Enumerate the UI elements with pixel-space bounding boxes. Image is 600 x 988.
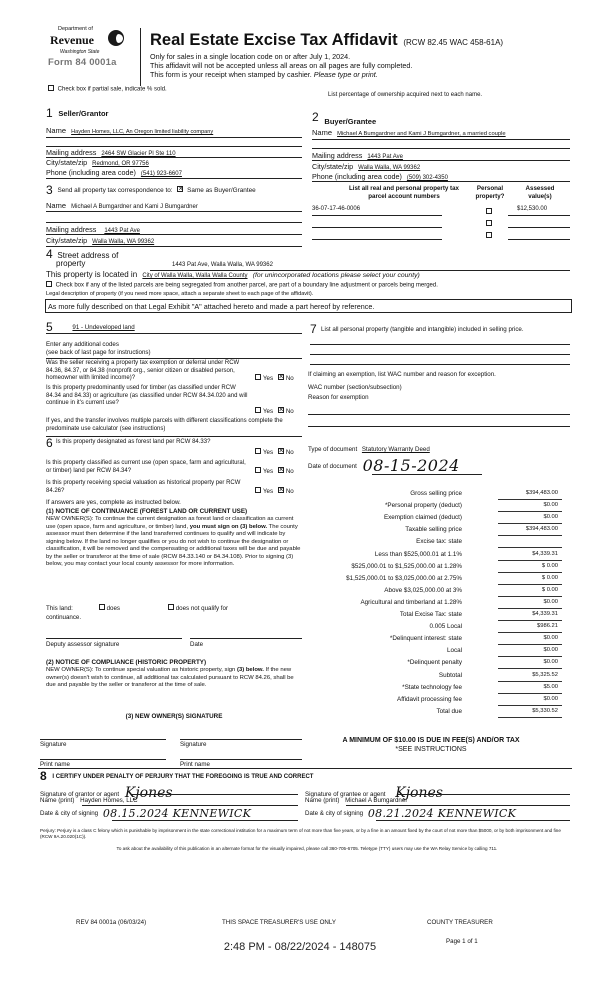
fee-value[interactable]: $0.00 <box>543 647 558 654</box>
exemption-claim-text: If claiming an exemption, list WAC number and reason for exception. <box>308 371 496 378</box>
statute-text: (RCW 82.45 WAC 458-61A) <box>403 38 504 47</box>
fee-row <box>300 683 562 694</box>
fee-label: Excise tax: state <box>416 538 462 546</box>
seller-section <box>46 106 306 121</box>
seller-heading: Seller/Grantor <box>58 109 109 118</box>
dor-logo <box>44 26 134 82</box>
same-as-buyer-checkbox[interactable] <box>177 186 183 192</box>
compliance-text-a: NEW OWNER(S): To continue special valuation as historic property, sign <box>46 667 236 673</box>
correspondence-name-label: Name <box>46 201 67 210</box>
this-land-label: This land: <box>46 605 73 612</box>
seller-mailing-label: Mailing address <box>46 148 97 157</box>
fee-row <box>300 658 562 669</box>
current-use-question: Is this property classified as current use (open space, farm and agricultural, or timber) land per RCW 84.34? <box>46 460 246 474</box>
grantor-name-row <box>40 797 138 805</box>
street-address-value[interactable]: 1443 Pat Ave, Walla Walla, WA 99362 <box>172 262 273 268</box>
grantee-name-label: Name (print) <box>305 797 340 804</box>
fee-row <box>300 646 562 657</box>
fee-label: Total Excise Tax: state <box>399 611 462 618</box>
buyer-section <box>312 110 572 125</box>
section6-num: 6 <box>46 436 53 450</box>
located-row <box>46 270 420 281</box>
grantor-name-value[interactable]: Hayden Homes, LLC <box>80 797 138 804</box>
fee-row <box>300 634 562 645</box>
same-as-buyer-label: Same as Buyer/Grantee <box>187 187 256 194</box>
accessibility-notice: To ask about the availability of this publication in an alternate format for the visually impaired, please call 360-705-6705. Teletype (TTY) users may use the WA Relay Service by calling 711. <box>116 846 498 851</box>
fee-label: Less than $525,000.01 at 1.1% <box>374 550 462 558</box>
timber-no-checkbox[interactable] <box>278 407 284 413</box>
historic-yes-checkbox[interactable] <box>255 487 261 493</box>
fee-value[interactable]: $ 0.00 <box>541 586 558 593</box>
correspondence-mailing-label: Mailing address <box>46 225 97 234</box>
does-checkbox[interactable] <box>99 604 105 610</box>
correspondence-row <box>46 183 256 198</box>
grantor-date-label: Date & city of signing <box>40 810 99 817</box>
seller-phone-value[interactable]: (541) 923-6607 <box>140 171 182 177</box>
historic-answer <box>255 488 294 496</box>
timber-question: Is this property predominantly used for timber (as classified under RCW 84.34 and 84.33) or agriculture (as classified under RCW 84.34.020 and will continue in it's current use? <box>46 385 248 406</box>
continuance-text-a: NEW OWNER(S): To continue the current designation as forest land or classification as current use (open space, farm and agriculture, or timber) land, <box>46 516 294 530</box>
see-instructions: *SEE INSTRUCTIONS <box>395 746 467 753</box>
compliance-text-b: (3) below. <box>236 667 264 673</box>
buyer-num: 2 <box>312 110 319 124</box>
treasurer-use-label: THIS SPACE TREASURER'S USE ONLY <box>222 919 336 926</box>
form-number: Form 84 0001a <box>48 57 117 68</box>
fee-value[interactable]: $394,483.00 <box>525 526 558 533</box>
land-use-value[interactable]: 91 - Undeveloped land <box>72 324 135 331</box>
correspondence-city-value[interactable]: Walla Walla, WA 99362 <box>92 239 155 245</box>
fee-label: *Delinquent interest: state <box>389 635 462 643</box>
fee-value[interactable]: $0.00 <box>543 695 558 702</box>
parcel-heading-1: List all real and personal property tax <box>348 185 460 192</box>
legal-description-box[interactable] <box>45 299 572 313</box>
seller-city-row <box>46 158 149 169</box>
fee-label: *State technology fee <box>402 683 462 691</box>
doc-date-value[interactable]: 08-15-2024 <box>362 456 460 475</box>
parcel-number[interactable]: 36-07-17-46-0006 <box>312 206 361 212</box>
fee-label: $1,525,000.01 to $3,025,000.00 at 2.75% <box>346 574 462 582</box>
forest-question: Is this property designated as forest land per RCW 84.33? <box>56 439 211 445</box>
grantee-date-value[interactable]: 08.21.2024 KENNEWICK <box>367 807 517 820</box>
fee-label: Affidavit processing fee <box>397 695 462 703</box>
yes-label: Yes <box>263 488 274 495</box>
section8-certify <box>40 769 313 784</box>
this-land-row <box>46 605 302 613</box>
correspondence-name-row <box>46 201 198 212</box>
personal-heading-2: property? <box>475 193 505 200</box>
forest-answer <box>255 449 294 457</box>
buyer-mailing-label: Mailing address <box>312 151 363 160</box>
current-use-yes-checkbox[interactable] <box>255 467 261 473</box>
fee-row <box>300 695 562 706</box>
new-owner-signature-heading: (3) NEW OWNER(S) SIGNATURE <box>125 713 223 720</box>
doc-type-label: Type of document <box>308 446 358 453</box>
owner2-print-name-label: Print name <box>180 761 210 768</box>
yes-label: Yes <box>263 375 274 382</box>
fee-row <box>300 489 562 500</box>
buyer-name-row <box>312 128 568 138</box>
grantee-signature-value[interactable]: Kjones <box>395 785 443 801</box>
does-not-label: does not qualify for <box>175 605 229 612</box>
fee-label: $525,000.01 to $1,525,000.00 at 1.28% <box>351 562 462 570</box>
fee-row <box>300 598 562 609</box>
buyer-mailing-value[interactable]: 1443 Pat Ave <box>367 154 403 160</box>
yes-label: Yes <box>263 468 274 475</box>
fee-value[interactable]: $5,330.52 <box>532 707 558 714</box>
buyer-city-row <box>312 162 420 173</box>
continuance-word: continuance. <box>46 614 82 621</box>
partial-sale-row <box>48 86 167 94</box>
personal-property-checkbox[interactable] <box>486 220 492 226</box>
continuance-heading: (1) NOTICE OF CONTINUANCE (FOREST LAND OR CURRENT USE) <box>46 508 248 515</box>
fee-label: Exemption claimed (deduct) <box>383 514 462 522</box>
fee-row <box>300 574 562 585</box>
fee-label: Subtotal <box>438 671 462 679</box>
certify-text: I CERTIFY UNDER PENALTY OF PERJURY THAT THE FOREGOING IS TRUE AND CORRECT <box>52 774 314 780</box>
seller-name-row <box>46 126 302 136</box>
fee-row <box>300 610 562 621</box>
grantee-date-label: Date & city of signing <box>305 810 364 817</box>
forest-no-checkbox[interactable] <box>278 448 284 454</box>
historic-no-checkbox[interactable] <box>278 487 284 493</box>
does-not-checkbox[interactable] <box>168 604 174 610</box>
seller-phone-label: Phone (including area code) <box>46 168 136 177</box>
fee-label: *Personal property (deduct) <box>384 502 462 510</box>
exemption-yes-checkbox[interactable] <box>255 374 261 380</box>
grantor-date-row <box>40 807 251 821</box>
continuance-text-c: The county assessor must then determine if the land transferred continues to qualify and will indicate by signing below. If the land no longer qualifies or you do not wish to continue the designation or classification, it will be removed and the compensating or additional taxes will be due and payable by the seller or transferor at the time of sale (RCW 84.33.140 or 84.34.108). Prior to signing (3) below, you may contact your local county assessor for more information. <box>46 523 301 568</box>
fee-value[interactable]: $986.21 <box>537 623 558 630</box>
fee-value[interactable]: $0.00 <box>543 502 558 509</box>
subtitle-2: This affidavit will not be accepted unless all areas on all pages are fully completed. <box>150 61 413 70</box>
answers-note: If answers are yes, complete as instructed below. <box>46 499 181 506</box>
correspondence-num: 3 <box>46 183 53 197</box>
minimum-fee-notice: A MINIMUM OF $10.00 IS DUE IN FEE(S) AND/OR TAX <box>342 737 520 744</box>
correspondence-city-label: City/state/zip <box>46 236 88 245</box>
fee-value[interactable]: $0.00 <box>543 635 558 642</box>
grantee-date-row <box>305 807 516 821</box>
no-label: No <box>285 375 294 382</box>
no-label: No <box>285 468 294 475</box>
fee-row <box>300 622 562 633</box>
assessed-heading-2: value(s) <box>528 193 552 200</box>
form-title <box>150 30 503 51</box>
rev-number: REV 84 0001a (06/03/24) <box>76 919 147 926</box>
ownership-note: List percentage of ownership acquired next to each name. <box>328 92 483 98</box>
buyer-heading: Buyer/Grantee <box>324 117 377 126</box>
fee-label: Total due <box>436 707 462 715</box>
fee-value[interactable]: $394,483.00 <box>525 490 558 496</box>
fee-row <box>300 513 562 524</box>
additional-codes-1: Enter any additional codes <box>46 341 119 348</box>
compliance-text-c: If the new owner(s) doesn't wish to continue, all additional tax calculated pursuant to RCW 84.26, shall be due and payable by the seller or transferor at the time of sale. <box>46 667 294 689</box>
fee-row <box>300 586 562 597</box>
owner-print-name-label: Print name <box>40 761 70 768</box>
grantee-name-row <box>305 797 407 805</box>
seller-name-label: Name <box>46 126 67 135</box>
wac-number-label: WAC number (section/subsection) <box>308 384 402 391</box>
historic-question: Is this property receiving special valuation as historical property per RCW 84.26? <box>46 480 241 494</box>
segregated-checkbox[interactable] <box>46 281 52 287</box>
parcel-heading-2: parcel account numbers <box>368 193 440 200</box>
buyer-name-label: Name <box>312 128 333 137</box>
continuance-text <box>46 516 302 569</box>
street-label-1: Street address of <box>57 251 119 260</box>
fee-value[interactable]: $4,339.31 <box>532 611 558 617</box>
grantee-name-value[interactable]: Michael A Bumgardner <box>345 797 408 804</box>
grantor-signature-label: Signature of grantor or agent <box>40 791 120 798</box>
legal-description-value: As more fully described on that Legal Exhibit "A" attached hereto and made a part hereof by reference. <box>48 302 375 311</box>
doc-type-row <box>308 446 430 454</box>
perjury-notice: Perjury: Perjury is a class C felony which is punishable by imprisonment in the state correctional institution for a maximum term of not more than five years, or by a fine in an amount fixed by the court of not more than $5000, or by both imprisonment and fine (RCW 9A.20.020(1C)). <box>40 828 561 839</box>
seller-city-value[interactable]: Redmond, OR 97756 <box>92 161 149 167</box>
assessed-heading-1: Assessed <box>525 185 555 192</box>
exemption-question: Was the seller receiving a property tax exemption or deferral under RCW 84.36, 84.37, or 84.38 (nonprofit org., senior citizen or disabled person, homeowner with limited income)? <box>46 360 240 381</box>
compliance-text <box>46 667 302 690</box>
grantor-signature-value[interactable]: Kjones <box>124 785 173 801</box>
correspondence-mailing-value[interactable]: 1443 Pat Ave <box>104 228 140 234</box>
section7-text: List all personal property (tangible and intangible) included in selling price. <box>321 326 524 333</box>
fee-label: Local <box>446 647 462 655</box>
segregated-text: Check box if any of the listed parcels are being segregated from another parcel, are part of a boundary line adjustment or parcels being merged. <box>55 282 438 289</box>
seller-num: 1 <box>46 106 53 120</box>
forest-yes-checkbox[interactable] <box>255 448 261 454</box>
grantor-name-label: Name (print) <box>40 797 75 804</box>
deputy-date-label: Date <box>190 641 204 648</box>
subtitle-1: Only for sales in a single location code on or after July 1, 2024. <box>150 52 351 61</box>
grantor-date-value[interactable]: 08.15.2024 KENNEWICK <box>102 807 252 820</box>
assessed-value[interactable]: $12,530.00 <box>517 206 548 212</box>
no-label: No <box>285 449 294 456</box>
fee-label: *Delinquent penalty <box>407 659 462 667</box>
doc-date-row <box>308 456 460 476</box>
fee-row <box>300 537 562 548</box>
correspondence-city-row <box>46 236 154 247</box>
legal-label: Legal description of property (if you need more space, attach a separate sheet to each page of the affidavit). <box>46 291 314 297</box>
timber-answer <box>255 408 294 416</box>
does-label: does <box>106 605 120 612</box>
dor-emblem-inner-icon <box>114 34 123 43</box>
county-treasurer-label: COUNTY TREASURER <box>427 919 493 926</box>
located-note: (for unincorporated locations please select your county) <box>252 272 420 279</box>
buyer-name-value[interactable]: Michael A Bumgardner and Kami J Bumgardner, a married couple <box>337 131 506 137</box>
fee-value[interactable]: $ 0.00 <box>541 574 558 581</box>
reason-exemption-label: Reason for exemption <box>308 394 369 401</box>
compliance-heading: (2) NOTICE OF COMPLIANCE (HISTORIC PROPERTY) <box>46 659 207 666</box>
exemption-answer <box>255 375 294 383</box>
page-number: Page 1 of 1 <box>446 938 478 945</box>
segregated-row <box>46 282 438 290</box>
fee-row <box>300 525 562 536</box>
fee-label: 0.005 Local <box>429 623 462 631</box>
street-num: 4 <box>46 247 53 261</box>
yes-label: Yes <box>263 408 274 415</box>
no-label: No <box>285 408 294 415</box>
additional-codes-2: (see back of last page for instructions) <box>46 349 151 356</box>
continuance-text-b: you must sign on (3) below. <box>189 523 268 530</box>
owner2-signature-label: Signature <box>180 741 207 748</box>
recording-stamp: 2:48 PM - 08/22/2024 - 148075 <box>223 941 377 953</box>
located-label: This property is located in <box>46 270 138 279</box>
correspondence-text: Send all property tax correspondence to: <box>57 187 173 194</box>
grantee-signature-label: Signature of grantee or agent <box>305 791 386 798</box>
personal-property-checkbox[interactable] <box>486 208 492 214</box>
section5-num: 5 <box>46 320 53 334</box>
personal-property-checkbox[interactable] <box>486 232 492 238</box>
subtitle-3-text: This form is your receipt when stamped by cashier. <box>150 70 312 79</box>
fee-label: Agricultural and timberland at 1.28% <box>360 598 462 606</box>
doc-date-label: Date of document <box>308 463 357 470</box>
buyer-phone-value[interactable]: (509) 302-4350 <box>406 175 448 181</box>
seller-city-label: City/state/zip <box>46 158 88 167</box>
fee-value[interactable]: $4,339.31 <box>532 550 558 557</box>
timber-yes-checkbox[interactable] <box>255 407 261 413</box>
fee-label: Taxable selling price <box>405 526 462 534</box>
fee-label: Above $3,025,000.00 at 3% <box>384 586 462 594</box>
street-label-2: property <box>56 259 86 268</box>
fee-value[interactable]: $0.00 <box>543 659 558 666</box>
buyer-city-label: City/state/zip <box>312 162 354 171</box>
fee-row <box>300 562 562 573</box>
partial-sale-label: Check box if partial sale, indicate % sold. <box>57 86 167 93</box>
personal-heading-1: Personal <box>476 185 504 192</box>
multi-parcel-note: If yes, and the transfer involves multiple parcels with different classifications complete the predominate use calculator (see instructions) <box>46 418 283 432</box>
dept-line3: Washington State <box>60 49 100 55</box>
fee-label: Gross selling price <box>410 490 462 497</box>
owner-signature-label: Signature <box>40 741 67 748</box>
section8-num: 8 <box>40 769 47 783</box>
fee-row <box>300 550 562 561</box>
no-label: No <box>285 488 294 495</box>
seller-name-value[interactable]: Hayden Homes, LLC, An Oregon limited liability company <box>71 129 214 135</box>
buyer-phone-label: Phone (including area code) <box>312 172 402 181</box>
located-value[interactable]: City of Walla Walla, Walla Walla County <box>142 273 248 279</box>
seller-phone-row <box>46 168 182 179</box>
fee-value[interactable]: $5.00 <box>543 683 558 690</box>
deputy-signature-label: Deputy assessor signature <box>46 641 120 648</box>
title-text: Real Estate Excise Tax Affidavit <box>150 31 398 49</box>
dept-line1: Department of <box>58 26 93 32</box>
yes-label: Yes <box>263 449 274 456</box>
fee-value[interactable]: $5,325.52 <box>532 671 558 678</box>
seller-mailing-value[interactable]: 2464 SW Glacier Pl Ste 110 <box>101 151 176 157</box>
buyer-city-value[interactable]: Walla Walla, WA 99362 <box>358 165 421 171</box>
partial-sale-checkbox[interactable] <box>48 85 54 91</box>
fee-value[interactable]: $0.00 <box>543 514 558 521</box>
doc-type-value[interactable]: Statutory Warranty Deed <box>361 446 430 453</box>
current-use-no-checkbox[interactable] <box>278 467 284 473</box>
fee-row <box>300 707 562 718</box>
fee-value[interactable]: $ 0.00 <box>541 562 558 569</box>
subtitle-3 <box>150 70 378 79</box>
current-use-answer <box>255 468 294 476</box>
fee-value[interactable]: $0.00 <box>543 598 558 605</box>
fee-row <box>300 671 562 682</box>
exemption-no-checkbox[interactable] <box>278 374 284 380</box>
dept-line2: Revenue <box>50 33 94 47</box>
correspondence-name-value[interactable]: Michael A Bumgardner and Kami J Bumgardner <box>71 204 198 210</box>
section7-num: 7 <box>310 322 317 336</box>
fee-row <box>300 501 562 512</box>
subtitle-3-italic: Please type or print. <box>313 70 378 79</box>
